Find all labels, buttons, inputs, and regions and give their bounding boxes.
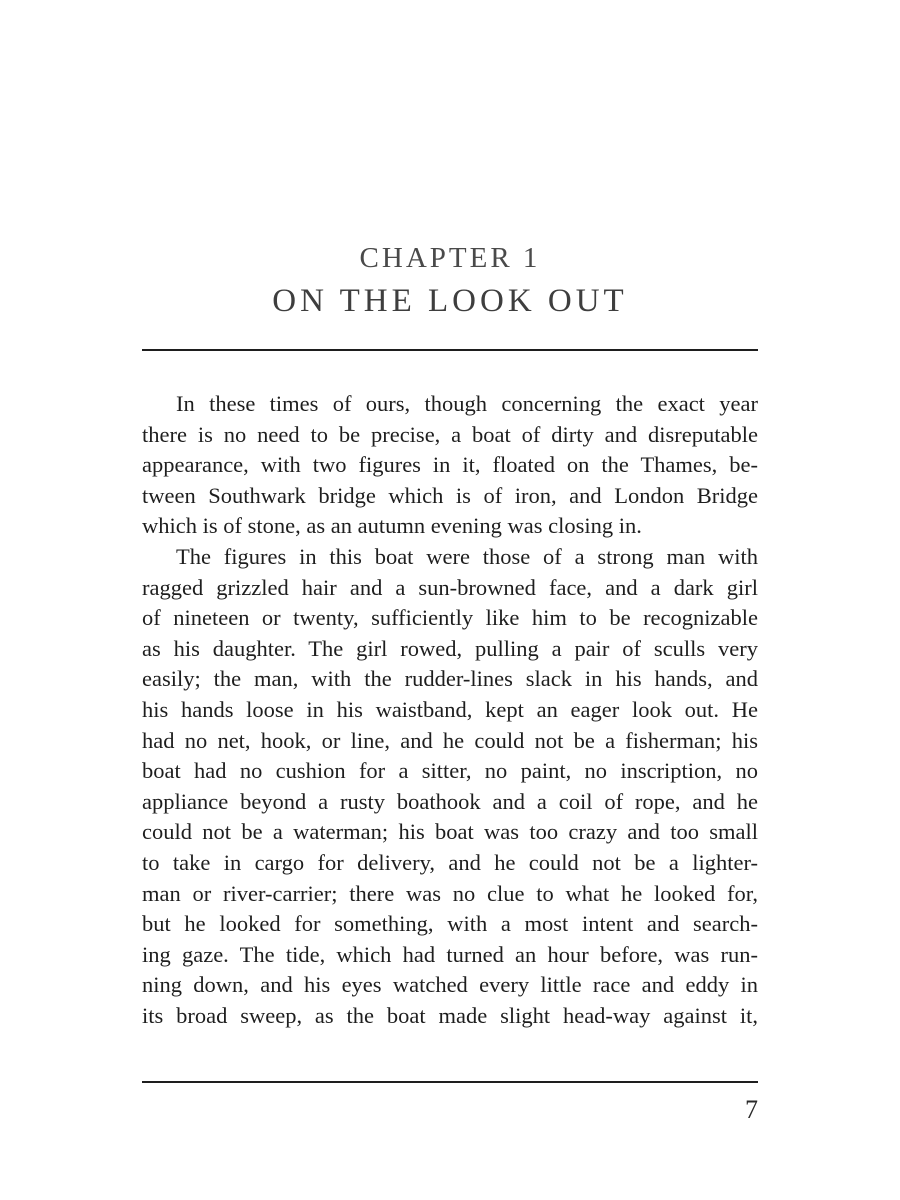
text-line: his hands loose in his waistband, kept an eager look out. He	[142, 696, 758, 722]
text-line: could not be a waterman; his boat was too crazy and too small	[142, 819, 758, 845]
text-line: In these times of ours, though concerning the exact year	[176, 391, 758, 416]
chapter-title: ON THE LOOK OUT	[272, 283, 628, 319]
text-line: man or river-carrier; there was no clue to what he looked for,	[142, 880, 758, 906]
page-number: 7	[745, 1095, 758, 1124]
text-line: ing gaze. The tide, which had turned an hour before, was run-	[142, 941, 758, 967]
text-line: ragged grizzled hair and a sun-browned face, and a dark girl	[142, 574, 758, 600]
text-line: to take in cargo for delivery, and he could not be a lighter-	[142, 849, 758, 875]
text-line: its broad sweep, as the boat made slight head-way against it,	[142, 1002, 758, 1028]
text-line: appearance, with two figures in it, floated on the Thames, be-	[142, 452, 758, 478]
text-line: tween Southwark bridge which is of iron, and London Bridge	[142, 482, 758, 508]
text-line: but he looked for something, with a most intent and search-	[142, 911, 758, 937]
text-line: boat had no cushion for a sitter, no paint, no inscription, no	[142, 758, 758, 784]
text-line: of nineteen or twenty, sufficiently like him to be recognizable	[142, 605, 758, 631]
text-line: there is no need to be precise, a boat of dirty and disreputable	[142, 421, 758, 447]
bottom-rule	[142, 1081, 758, 1083]
body-text	[142, 389, 758, 1031]
text-line: ning down, and his eyes watched every little race and eddy in	[142, 972, 758, 998]
paragraph	[142, 542, 758, 1032]
paragraph	[142, 389, 758, 542]
text-line: appliance beyond a rusty boathook and a coil of rope, and he	[142, 788, 758, 814]
text-line: had no net, hook, or line, and he could not be a fisherman; his	[142, 727, 758, 753]
top-rule	[142, 349, 758, 351]
chapter-number: CHAPTER 1	[359, 242, 541, 274]
text-line: The figures in this boat were those of a strong man with	[176, 543, 758, 569]
text-line: as his daughter. The girl rowed, pulling a pair of sculls very	[142, 635, 758, 661]
text-line: which is of stone, as an autumn evening was closing in.	[142, 513, 642, 539]
text-line: easily; the man, with the rudder-lines slack in his hands, and	[142, 666, 758, 692]
